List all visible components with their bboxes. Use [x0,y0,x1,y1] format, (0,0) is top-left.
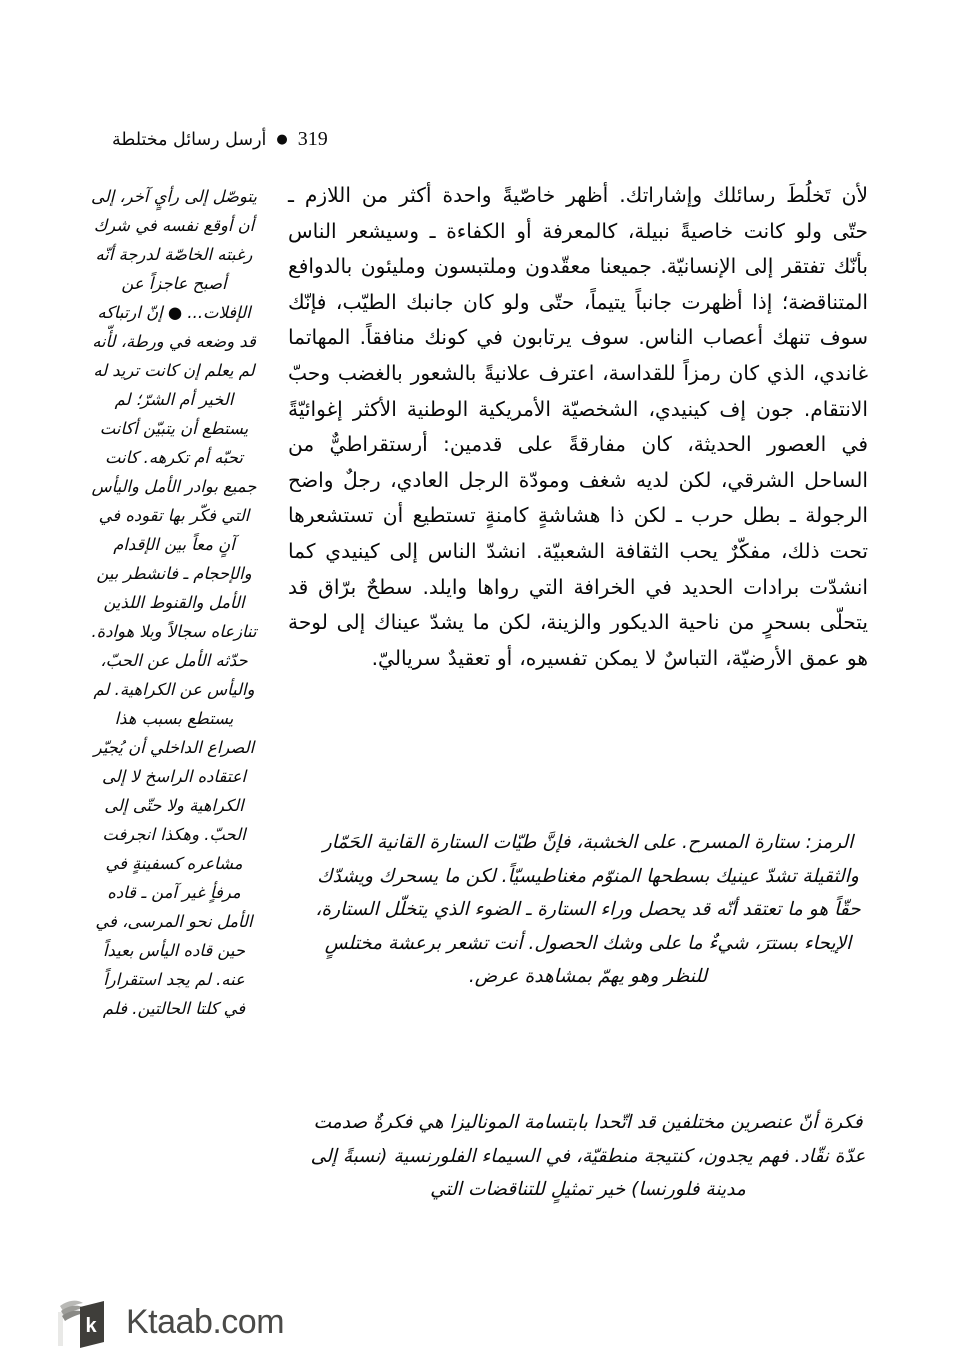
main-paragraph: لأن تَخلُطَ رسائلك وإشاراتك. أظهر خاصّيةً واحدة أكثر من اللازم ـ حتّى ولو كانت خاصيةً نبيلة، كالمعرفة أو الكفاءة ـ وسيشعر الناس بأنّك تفتقر إلى الإنسانيّة. جميعنا معقّدون وملتبسون ومليئون بالدوافع المتناقضة؛ إذا أظهرت جانباً يتيماً، حتّى ولو كان جانبك الطيّب، فإنّك سوف تنهك أعصاب الناس. سوف يرتابون في كونك منافقاً. المهاتما غاندي، الذي كان رمزاً للقداسة، اعترف علانيةً بالشعور بالغضب وحبّ الانتقام. جون إف كينيدي، الشخصيّة الأمريكية الوطنية الأكثر إغوائيّةً في العصور الحديثة، كان مفارقةً على قدمين: أرستقراطيٌّ من الساحل الشرقي، لكن لديه شغف ومودّة الرجل العادي، رجلٌ واضح الرجولة ـ بطل حرب ـ لكن ذا هشاشةٍ كامنةٍ تستطيع أن تستشعرها تحت ذلك، مفكّرٌ يحب الثقافة الشعبيّة. انشدّ الناس إلى كينيدي كما انشدّت برادات الحديد في الخرافة التي رواها وايلد. سطحٌ برّاق قد يتحلّى بسحرٍ من ناحية الديكور والزينة، لكن ما يشدّ عيناك إلى لوحة هو عمق الأرضيّة، التباسٌ لا يمكن تفسيره، أو تعقيدٌ سرياليّ. [288,183,868,670]
sidenote-paragraph: يتوصّل إلى رأيٍ آخر، إلى أن أوقع نفسه في شرك رغبته الخاصّة لدرجة أنّه أصبح عاجزاً عن الإفلات... ● إنّ ارتباكه قد وضعه في ورطة، لأّنه لم يعلم إن كانت تريد له الخير أم الشرّ؛ لم يستطع أن يتبيّن أكانت تحبّه أم تكرهه. كانت جميع بوادر الأمل واليأس التي فكّر بها تقوده في آنٍ معاً بين الإقدام والإحجام ـ فانشطر بين الأمل والقنوط اللذين تنازعاه سجالاً وبلا هوادة. حدّثه الأمل عن الحبّ، واليأس عن الكراهية. لم يستطع بسبب هذا الصراع الداخلي أن يُجيّر اعتقاده الراسخ لا إلى الكراهية ولا حتّى إلى الحبّ. وهكذا انجرفت مشاعره كسفينةٍ في مرفأٍ غير آمن ـ قاده الأمل نحو المرسى، في حين قاده اليأس بعيداً عنه. لم يجد استقراراً في كلتا الحالتين. فلم [91,187,257,1018]
open-book-icon [58,1292,112,1352]
pullquote-monalisa [308,1106,868,1207]
running-head-title: أرسل رسائل مختلطة [112,130,267,150]
running-head [112,128,532,151]
main-text-column [288,178,868,1200]
page-body [90,178,868,1238]
running-head-separator: ● [276,132,288,147]
watermark-label: Ktaab.com [126,1303,285,1341]
sidenote-column [90,182,258,1023]
pullquote-symbol [308,826,868,994]
pullquote-monalisa-text: فكرة أنّ عنصرين مختلفين قد اتّحدا بابتسامة الموناليزا هي فكرةٌ صدمت عدّة نقّاد. فهم يجدون، كنتيجة منطقيّة، في السيماء الفلورنسية (نسبةً إلى مدينة فلورنسا) خير تمثيلٍ للتناقضات التي [310,1112,866,1200]
svg-text:k: k [85,1315,97,1337]
site-watermark[interactable] [58,1292,284,1352]
page-number: 319 [297,128,328,150]
pullquote-symbol-text: الرمز: ستارة المسرح. على الخشبة، فإنَّ طيّات الستارة القانية الحَمّار والثقيلة تشدّ عينيك بسطحها المنوّم مغناطيسيّاً. لكن ما يسحرك ويشدّك حقّاً هو ما تعتقد أنّه قد يحصل وراء الستارة ـ الضوء الذي يتخلّل الستارة، الإيحاء بسترَ، شيءٌ ما على وشك الحصول. أنت تشعر برعشة مختلسٍ للنظر وهو يهمّ بمشاهدة عرض. [315,832,861,987]
